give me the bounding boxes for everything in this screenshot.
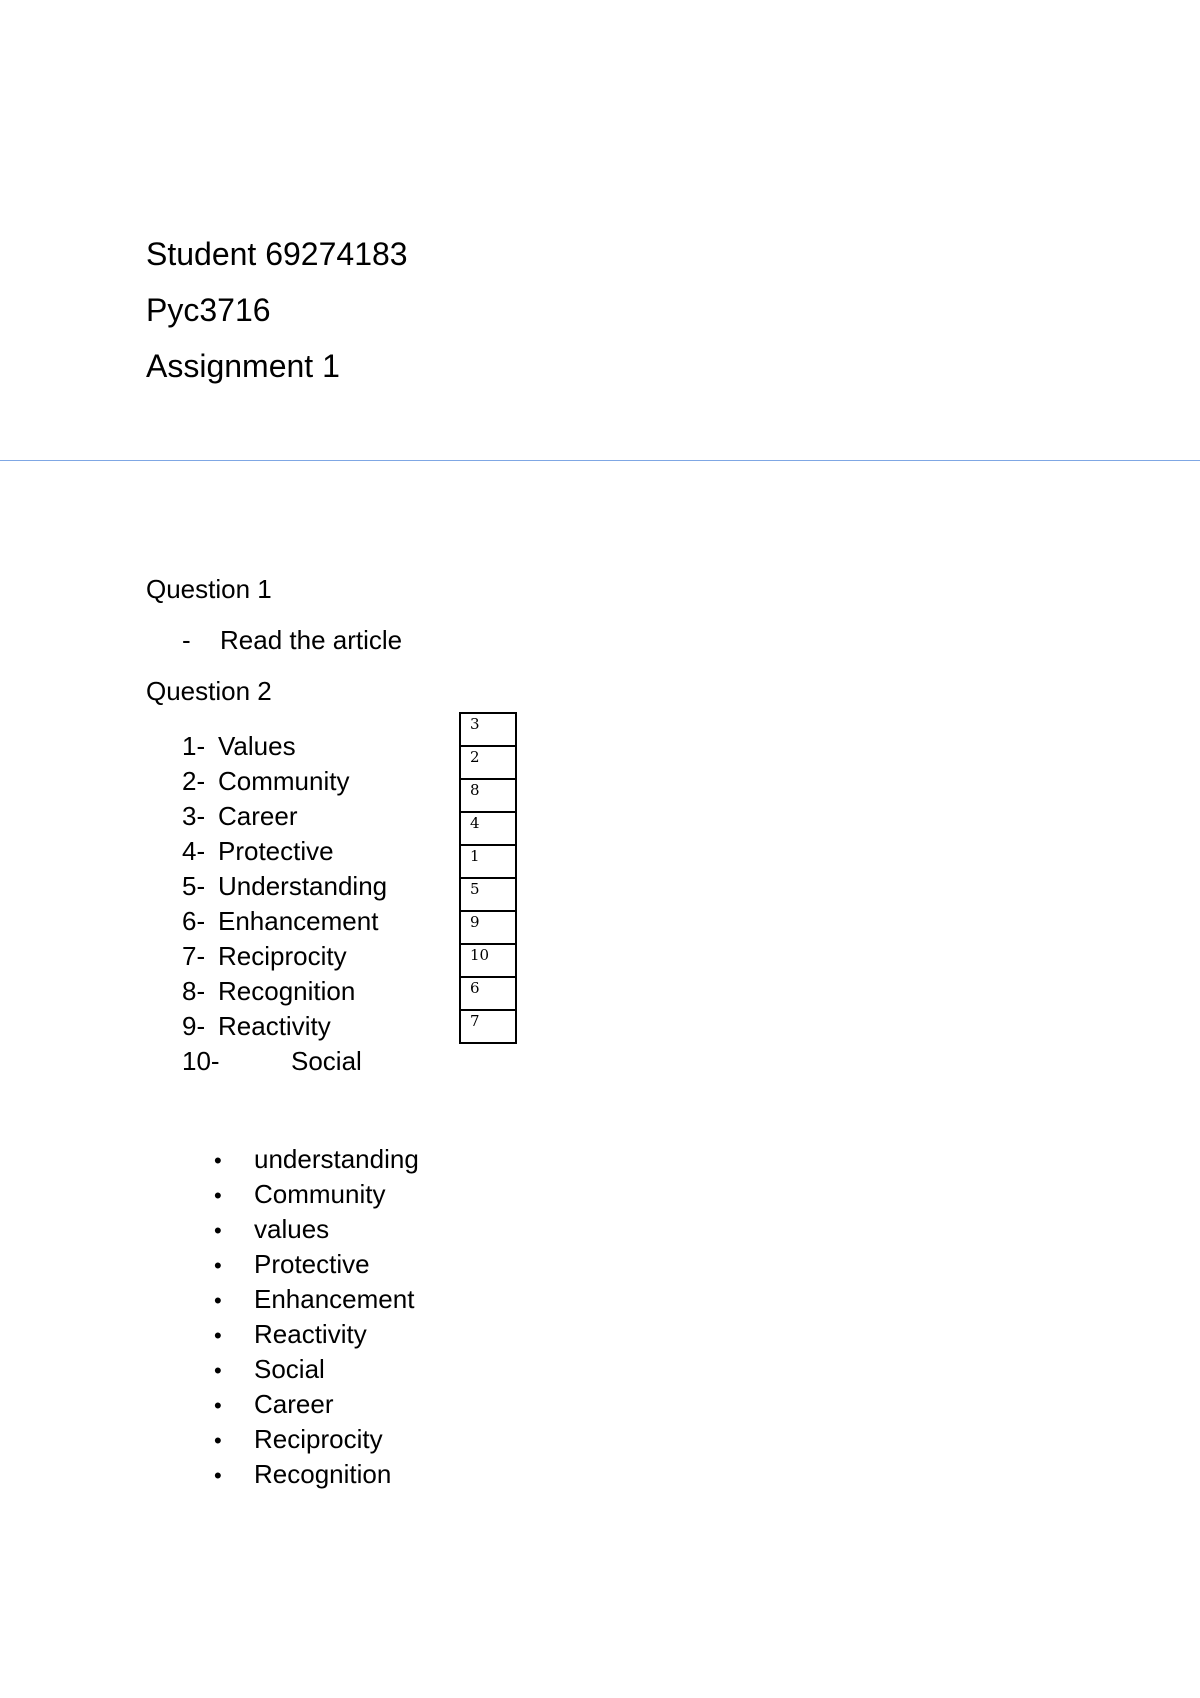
bullet-list-item: [214, 1352, 419, 1387]
item-label: Social: [291, 1046, 362, 1076]
item-number: 5-: [182, 871, 206, 901]
rank-table: [459, 712, 517, 1044]
item-label: Recognition: [218, 976, 356, 1006]
question-1-item: [182, 627, 402, 653]
item-number: 4-: [182, 836, 206, 866]
numbered-list-item: [182, 799, 387, 834]
item-number: 7-: [182, 941, 206, 971]
numbered-list-item: [182, 764, 387, 799]
item-label: Reactivity: [218, 1011, 331, 1041]
bullet-marker: •: [214, 1218, 222, 1243]
item-label: Understanding: [218, 871, 388, 901]
bullet-item-label: understanding: [254, 1144, 419, 1174]
bullet-list-item: [214, 1457, 419, 1492]
bullet-item-label: Reactivity: [254, 1319, 367, 1349]
bullet-list-item: [214, 1247, 419, 1282]
numbered-list-item: [182, 904, 387, 939]
numbered-list-item: [182, 939, 387, 974]
item-label: Career: [218, 801, 298, 831]
bullet-list-item: [214, 1177, 419, 1212]
bullet-marker: •: [214, 1288, 222, 1313]
rank-cell: 2: [460, 746, 516, 779]
rank-row: [460, 1010, 516, 1043]
header-divider: [0, 460, 1200, 461]
rank-row: [460, 944, 516, 977]
bullet-marker: •: [214, 1463, 222, 1488]
question-1-item-text: Read the article: [220, 625, 403, 655]
course-code: Pyc3716: [146, 292, 271, 328]
rank-cell: 9: [460, 911, 516, 944]
assignment-title: Assignment 1: [146, 348, 340, 384]
item-label: Reciprocity: [218, 941, 347, 971]
bullet-list: [214, 1142, 419, 1492]
rank-row: [460, 812, 516, 845]
rank-cell: 5: [460, 878, 516, 911]
bullet-item-label: Social: [254, 1354, 325, 1384]
rank-cell: 8: [460, 779, 516, 812]
rank-cell: 4: [460, 812, 516, 845]
bullet-list-item: [214, 1142, 419, 1177]
rank-cell: 3: [460, 713, 516, 746]
bullet-marker: •: [214, 1183, 222, 1208]
rank-row: [460, 878, 516, 911]
numbered-list-item: [182, 834, 387, 869]
rank-cell: 6: [460, 977, 516, 1010]
rank-cell: 10: [460, 944, 516, 977]
numbered-list-item: [182, 1044, 387, 1079]
rank-row: [460, 713, 516, 746]
item-number: 9-: [182, 1011, 206, 1041]
bullet-list-item: [214, 1422, 419, 1457]
numbered-list-item: [182, 1009, 387, 1044]
bullet-item-label: Protective: [254, 1249, 370, 1279]
bullet-item-label: Community: [254, 1179, 386, 1209]
item-label: Enhancement: [218, 906, 379, 936]
item-number: 2-: [182, 766, 206, 796]
student-number: Student 69274183: [146, 236, 408, 272]
bullet-marker: •: [214, 1323, 222, 1348]
bullet-item-label: Enhancement: [254, 1284, 415, 1314]
rank-cell: 7: [460, 1010, 516, 1043]
rank-row: [460, 779, 516, 812]
numbered-list: [182, 729, 387, 1079]
bullet-marker: •: [214, 1393, 222, 1418]
rank-row: [460, 746, 516, 779]
bullet-marker: •: [214, 1253, 222, 1278]
numbered-list-item: [182, 974, 387, 1009]
bullet-list-item: [214, 1282, 419, 1317]
rank-row: [460, 845, 516, 878]
bullet-list-item: [214, 1317, 419, 1352]
bullet-marker: •: [214, 1148, 222, 1173]
item-number: 10-: [182, 1046, 220, 1076]
numbered-list-item: [182, 729, 387, 764]
rank-row: [460, 977, 516, 1010]
bullet-item-label: Career: [254, 1389, 334, 1419]
bullet-marker: •: [214, 1428, 222, 1453]
question-1-heading: Question 1: [146, 574, 272, 604]
item-label: Values: [218, 731, 296, 761]
rank-row: [460, 911, 516, 944]
rank-cell: 1: [460, 845, 516, 878]
question-2-heading: Question 2: [146, 676, 272, 706]
bullet-item-label: Recognition: [254, 1459, 392, 1489]
bullet-item-label: Reciprocity: [254, 1424, 383, 1454]
item-number: 8-: [182, 976, 206, 1006]
item-number: 1-: [182, 731, 206, 761]
item-number: 3-: [182, 801, 206, 831]
item-label: Protective: [218, 836, 334, 866]
numbered-list-item: [182, 869, 387, 904]
bullet-marker: •: [214, 1358, 222, 1383]
bullet-list-item: [214, 1387, 419, 1422]
bullet-list-item: [214, 1212, 419, 1247]
item-number: 6-: [182, 906, 206, 936]
dash-marker: -: [182, 625, 191, 655]
bullet-item-label: values: [254, 1214, 330, 1244]
item-label: Community: [218, 766, 350, 796]
